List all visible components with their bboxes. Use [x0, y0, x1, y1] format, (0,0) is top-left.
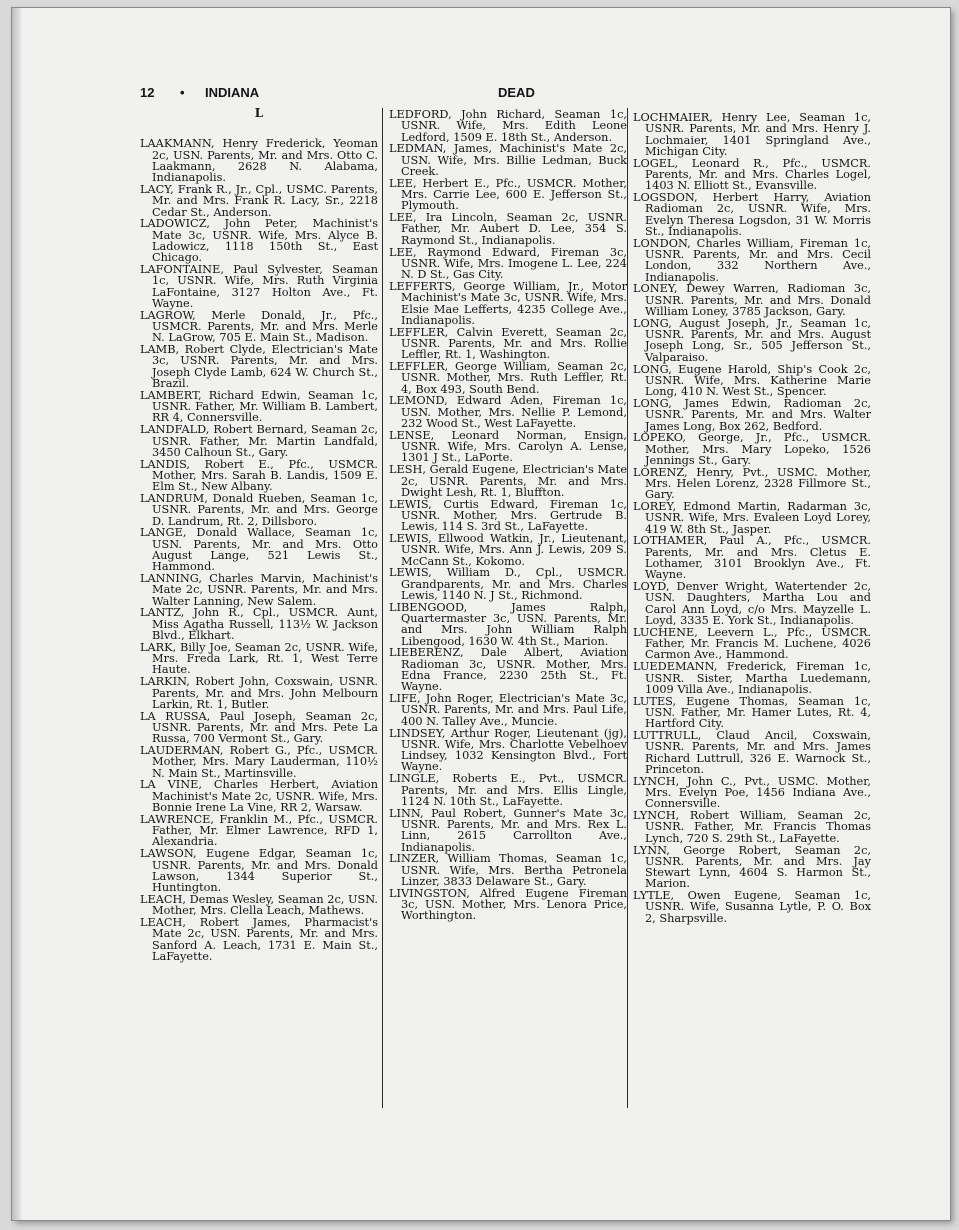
- casualty-entry: LAFONTAINE, Paul Sylvester, Seaman 1c, USNR. Wife, Mrs. Ruth Virginia LaFontaine, 3127 Holton Ave., Ft. Wayne.: [140, 263, 378, 310]
- casualty-entry: LIEBERENZ, Dale Albert, Aviation Radioman 3c, USNR. Mother, Mrs. Edna France, 2230 25th St., Ft. Wayne.: [389, 646, 627, 694]
- casualty-entry: LYNN, George Robert, Seaman 2c, USNR. Parents, Mr. and Mrs. Jay Stewart Lynn, 4604 S. Harmon St., Marion.: [633, 843, 871, 891]
- column-1: [140, 108, 378, 963]
- casualty-entry: LOCHMAIER, Henry Lee, Seaman 1c, USNR. Parents, Mr. and Mrs. Henry J. Lochmaier, 1401 Springland Ave., Michigan City.: [633, 111, 871, 158]
- casualty-entry: LUTES, Eugene Thomas, Seaman 1c, USN. Father, Mr. Hamer Lutes, Rt. 4, Hartford City.: [633, 694, 871, 731]
- casualty-entry: LUTTRULL, Claud Ancil, Coxswain, USNR. Parents, Mr. and Mrs. James Richard Luttrull, 326 E. Warnock St., Princeton.: [633, 729, 871, 776]
- casualty-entry: LANGE, Donald Wallace, Seaman 1c, USN. Parents, Mr. and Mrs. Otto August Lange, 521 Lewis St., Hammond.: [140, 526, 378, 574]
- casualty-entry: LINGLE, Roberts E., Pvt., USMCR. Parents, Mr. and Mrs. Ellis Lingle, 1124 N. 10th St., LaFayette.: [389, 772, 627, 808]
- casualty-entry: LEE, Raymond Edward, Fireman 3c, USNR. Wife, Mrs. Imogene L. Lee, 224 N. D St., Gas City.: [389, 245, 627, 282]
- casualty-entry: LOTHAMER, Paul A., Pfc., USMCR. Parents, Mr. and Mrs. Cletus E. Lothamer, 3101 Brooklyn Ave., Ft. Wayne.: [633, 534, 871, 582]
- casualty-entry: LESH, Gerald Eugene, Electrician's Mate 2c, USNR. Parents, Mr. and Mrs. Dwight Lesh, Rt. 1, Bluffton.: [389, 463, 627, 499]
- running-header: [140, 85, 885, 105]
- casualty-entry: LEWIS, Ellwood Watkin, Jr., Lieutenant, USNR. Wife, Mrs. Ann J. Lewis, 209 S. McCann St., Kokomo.: [389, 531, 627, 568]
- casualty-entry: LEFFERTS, George William, Jr., Motor Machinist's Mate 3c, USNR. Wife, Mrs. Elsie Mae Lefferts, 4235 College Ave., Indianapolis.: [389, 279, 627, 327]
- casualty-entry: LANTZ, John R., Cpl., USMCR. Aunt, Miss Agatha Russell, 113½ W. Jackson Blvd., Elkhart.: [140, 606, 378, 643]
- casualty-entry: LA VINE, Charles Herbert, Aviation Machinist's Mate 2c, USNR. Wife, Mrs. Bonnie Irene La Vine, RR 2, Warsaw.: [140, 778, 378, 815]
- header-bullet: •: [180, 85, 185, 100]
- casualty-entry: LYTLE, Owen Eugene, Seaman 1c, USNR. Wife, Susanna Lytle, P. O. Box 2, Sharpsville.: [633, 889, 871, 925]
- header-state: INDIANA: [205, 85, 260, 100]
- column-divider: [382, 108, 383, 1108]
- casualty-entry: LYNCH, John C., Pvt., USMC. Mother, Mrs. Evelyn Poe, 1456 Indiana Ave., Connersville.: [633, 774, 871, 811]
- casualty-entry: LEWIS, William D., Cpl., USMCR. Grandparents, Mr. and Mrs. Charles Lewis, 1140 N. J St., Richmond.: [389, 566, 627, 602]
- casualty-entry: LEDFORD, John Richard, Seaman 1c, USNR. Wife, Mrs. Edith Leone Ledford, 1509 E. 18th St., Anderson.: [389, 108, 627, 144]
- casualty-entry: LORENZ, Henry, Pvt., USMC. Mother, Mrs. Helen Lorenz, 2328 Fillmore St., Gary.: [633, 465, 871, 502]
- casualty-entry: LOYD, Denver Wright, Watertender 2c, USN. Daughters, Martha Lou and Carol Ann Loyd, c/o Mrs. Mayzelle L. Loyd, 3335 E. York St., Indianapolis.: [633, 580, 871, 628]
- casualty-entry: LEACH, Demas Wesley, Seaman 2c, USN. Mother, Mrs. Clella Leach, Mathews.: [140, 892, 378, 918]
- document-page: [12, 8, 950, 1220]
- casualty-entry: LANNING, Charles Marvin, Machinist's Mate 2c, USNR. Parents, Mr. and Mrs. Walter Lanning, New Salem.: [140, 572, 378, 608]
- casualty-entry: LACY, Frank R., Jr., Cpl., USMC. Parents, Mr. and Mrs. Frank R. Lacy, Sr., 2218 Cedar St., Anderson.: [140, 182, 378, 219]
- casualty-entry: LENSE, Leonard Norman, Ensign, USNR. Wife, Mrs. Carolyn A. Lense, 1301 J St., LaPorte.: [389, 428, 627, 465]
- casualty-entry: LEWIS, Curtis Edward, Fireman 1c, USNR. Mother, Mrs. Gertrude B. Lewis, 114 S. 3rd St., LaFayette.: [389, 497, 627, 534]
- casualty-entry: LANDIS, Robert E., Pfc., USMCR. Mother, Mrs. Sarah B. Landis, 1509 E. Elm St., New Albany.: [140, 457, 378, 494]
- casualty-entry: LOGEL, Leonard R., Pfc., USMCR. Parents, Mr. and Mrs. Charles Logel, 1403 N. Elliott St., Evansville.: [633, 156, 871, 193]
- casualty-entry: LAMBERT, Richard Edwin, Seaman 1c, USNR. Father, Mr. William B. Lambert, RR 4, Connersville.: [140, 388, 378, 425]
- column-3: [633, 112, 871, 925]
- casualty-entry: LYNCH, Robert William, Seaman 2c, USNR. Father, Mr. Francis Thomas Lynch, 720 S. 29th St., LaFayette.: [633, 809, 871, 845]
- section-letter: L: [254, 106, 264, 120]
- casualty-entry: LEFFLER, Calvin Everett, Seaman 2c, USNR. Parents, Mr. and Mrs. Rollie Leffler, Rt. 1, Washington.: [389, 325, 627, 362]
- casualty-entry: LEACH, Robert James, Pharmacist's Mate 2c, USN. Parents, Mr. and Mrs. Sanford A. Leach, 1731 E. Main St., LaFayette.: [140, 915, 378, 963]
- casualty-entry: LONEY, Dewey Warren, Radioman 3c, USNR. Parents, Mr. and Mrs. Donald William Loney, 3785 Jackson, Gary.: [633, 282, 871, 319]
- casualty-entry: LINN, Paul Robert, Gunner's Mate 3c, USNR. Parents, Mr. and Mrs. Rex L. Linn, 2615 Carrollton Ave., Indianapolis.: [389, 806, 627, 854]
- scan-binding-edge: [12, 8, 22, 1220]
- casualty-entry: LONG, August Joseph, Jr., Seaman 1c, USNR. Parents, Mr. and Mrs. August Joseph Long, Sr., 505 Jefferson St., Valparaiso.: [633, 316, 871, 364]
- casualty-entry: LAWRENCE, Franklin M., Pfc., USMCR. Father, Mr. Elmer Lawrence, RFD 1, Alexandria.: [140, 812, 378, 849]
- casualty-entry: LONG, Eugene Harold, Ship's Cook 2c, USNR. Wife, Mrs. Katherine Marie Long, 410 N. West St., Spencer.: [633, 362, 871, 399]
- casualty-entry: LIBENGOOD, James Ralph, Quartermaster 3c, USN. Parents, Mr. and Mrs. John William Ralph Libengood, 1630 W. 4th St., Marion.: [389, 600, 627, 648]
- casualty-entry: LIVINGSTON, Alfred Eugene Fireman 3c, USN. Mother, Mrs. Lenora Price, Worthington.: [389, 886, 627, 923]
- casualty-entry: LARK, Billy Joe, Seaman 2c, USNR. Wife, Mrs. Freda Lark, Rt. 1, West Terre Haute.: [140, 640, 378, 677]
- casualty-entry: LEDMAN, James, Machinist's Mate 2c, USN. Wife, Mrs. Billie Ledman, Buck Creek.: [389, 142, 627, 178]
- casualty-entry: LA RUSSA, Paul Joseph, Seaman 2c, USNR. Parents, Mr. and Mrs. Pete La Russa, 700 Vermont St., Gary.: [140, 709, 378, 746]
- header-section: DEAD: [498, 85, 535, 100]
- casualty-entry: LEMOND, Edward Aden, Fireman 1c, USN. Mother, Mrs. Nellie P. Lemond, 232 Wood St., West LaFayette.: [389, 394, 627, 431]
- casualty-entry: LAWSON, Eugene Edgar, Seaman 1c, USNR. Parents, Mr. and Mrs. Donald Lawson, 1344 Superior St., Huntington.: [140, 847, 378, 895]
- casualty-entry: LAUDERMAN, Robert G., Pfc., USMCR. Mother, Mrs. Mary Lauderman, 110½ N. Main St., Martinsville.: [140, 744, 378, 780]
- casualty-entry: LINDSEY, Arthur Roger, Lieutenant (jg), USNR. Wife, Mrs. Charlotte Vebelhoev Lindsey, 1032 Kensington Blvd., Fort Wayne.: [389, 726, 627, 774]
- casualty-entry: LIFE, John Roger, Electrician's Mate 3c, USNR. Parents, Mr. and Mrs. Paul Life, 400 N. Talley Ave., Muncie.: [389, 692, 627, 728]
- casualty-entry: LAGROW, Merle Donald, Jr., Pfc., USMCR. Parents, Mr. and Mrs. Merle N. LaGrow, 705 E. Main St., Madison.: [140, 308, 378, 345]
- casualty-entry: LANDFALD, Robert Bernard, Seaman 2c, USNR. Father, Mr. Martin Landfald, 3450 Calhoun St., Gary.: [140, 423, 378, 459]
- casualty-entry: LARKIN, Robert John, Coxswain, USNR. Parents, Mr. and Mrs. John Melbourn Larkin, Rt. 1, Butler.: [140, 675, 378, 711]
- casualty-entry: LAMB, Robert Clyde, Electrician's Mate 3c, USNR. Parents, Mr. and Mrs. Joseph Clyde Lamb, 624 W. Church St., Brazil.: [140, 343, 378, 391]
- casualty-entry: LAAKMANN, Henry Frederick, Yeoman 2c, USN. Parents, Mr. and Mrs. Otto C. Laakmann, 2628 N. Alabama, Indianapolis.: [140, 137, 378, 185]
- column-divider: [627, 108, 628, 1108]
- casualty-entry: LONDON, Charles William, Fireman 1c, USNR. Parents, Mr. and Mrs. Cecil London, 332 Northern Ave., Indianapolis.: [633, 236, 871, 284]
- column-2: [389, 109, 627, 922]
- casualty-entry: LOGSDON, Herbert Harry, Aviation Radioman 2c, USNR. Wife, Mrs. Evelyn Theresa Logsdon, 31 W. Morris St., Indianapolis.: [633, 191, 871, 238]
- casualty-entry: LUEDEMANN, Frederick, Fireman 1c, USNR. Sister, Martha Luedemann, 1009 Villa Ave., Indianapolis.: [633, 660, 871, 696]
- page-number: 12: [140, 85, 155, 100]
- casualty-entry: LEE, Ira Lincoln, Seaman 2c, USNR. Father, Mr. Aubert D. Lee, 354 S. Raymond St., Indianapolis.: [389, 211, 627, 247]
- casualty-entry: LOPEKO, George, Jr., Pfc., USMCR. Mother, Mrs. Mary Lopeko, 1526 Jennings St., Gary.: [633, 431, 871, 467]
- casualty-entry: LOREY, Edmond Martin, Radarman 3c, USNR. Wife, Mrs. Evaleen Loyd Lorey, 419 W. 8th St., Jasper.: [633, 500, 871, 536]
- casualty-entry: LINZER, William Thomas, Seaman 1c, USNR. Wife, Mrs. Bertha Petronela Linzer, 3833 Delaware St., Gary.: [389, 852, 627, 888]
- casualty-entry: LEFFLER, George William, Seaman 2c, USNR. Mother, Mrs. Ruth Leffler, Rt. 4, Box 493, South Bend.: [389, 360, 627, 396]
- casualty-entry: LADOWICZ, John Peter, Machinist's Mate 3c, USNR. Wife, Mrs. Alyce B. Ladowicz, 1118 150th St., East Chicago.: [140, 217, 378, 265]
- casualty-entry: LEE, Herbert E., Pfc., USMCR. Mother, Mrs. Carrie Lee, 600 E. Jefferson St., Plymouth.: [389, 176, 627, 213]
- casualty-entry: LANDRUM, Donald Rueben, Seaman 1c, USNR. Parents, Mr. and Mrs. George D. Landrum, Rt. 2, Dillsboro.: [140, 492, 378, 528]
- casualty-entry: LUCHENE, Leevern L., Pfc., USMCR. Father, Mr. Francis M. Luchene, 4026 Carmon Ave., Hammond.: [633, 625, 871, 662]
- casualty-entry: LONG, James Edwin, Radioman 2c, USNR. Parents, Mr. and Mrs. Walter James Long, Box 262, Bedford.: [633, 396, 871, 433]
